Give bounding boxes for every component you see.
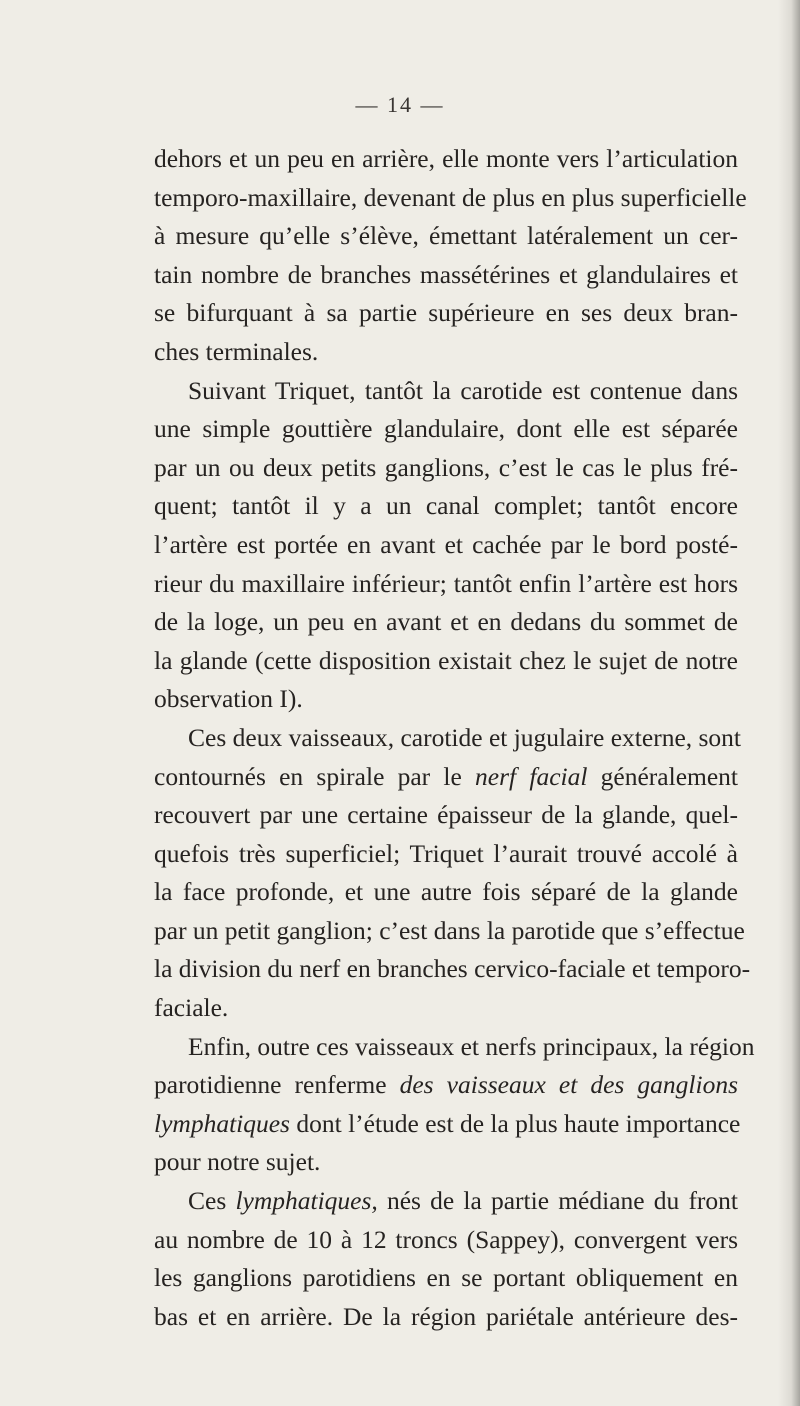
italic-text: lymphatiques — [154, 1108, 290, 1138]
paragraph — [154, 372, 738, 719]
italic-text: lymphatiques, — [235, 1186, 378, 1216]
text-run: dont l’étude est de la plus haute importance — [289, 1108, 741, 1138]
text-run: bas et en arrière. De la région pariétale antérieure des- — [154, 1301, 738, 1331]
text-run: nés de la partie médiane du front — [377, 1186, 739, 1216]
text-line — [154, 565, 738, 604]
text-line — [154, 410, 738, 449]
text-run: observation I). — [154, 684, 303, 714]
text-line — [154, 372, 738, 411]
text-line — [154, 642, 738, 681]
text-run: généralement — [587, 761, 739, 791]
text-run: la division du nerf en branches cervico-faciale et temporo- — [154, 954, 751, 984]
text-line — [154, 1066, 738, 1105]
text-run: Ces — [188, 1186, 236, 1216]
text-line — [154, 333, 738, 372]
text-line — [154, 217, 738, 256]
text-run: temporo-maxillaire, devenant de plus en plus superficielle — [154, 182, 747, 212]
text-line — [154, 719, 742, 758]
text-line — [154, 1028, 755, 1067]
italic-text: des vaisseaux et des ganglions — [399, 1070, 738, 1100]
text-run: pour notre sujet. — [154, 1147, 321, 1177]
text-line — [154, 1298, 738, 1337]
text-run: rieur du maxillaire inférieur; tantôt enfin l’artère est hors — [154, 568, 738, 598]
text-run: Enfin, outre ces vaisseaux et nerfs principaux, la région — [188, 1031, 755, 1061]
text-line — [154, 140, 738, 179]
paragraph — [154, 140, 747, 372]
paragraph — [154, 1028, 755, 1182]
text-run: au nombre de 10 à 12 troncs (Sappey), convergent vers — [154, 1224, 738, 1254]
text-line — [154, 758, 738, 797]
text-line — [154, 1182, 738, 1221]
text-run: à mesure qu’elle s’élève, émettant latéralement un cer- — [154, 221, 738, 251]
text-run: Ces deux vaisseaux, carotide et jugulaire externe, sont — [188, 722, 742, 752]
body-text — [154, 140, 755, 1336]
text-run: l’artère est portée en avant et cachée par le bord posté- — [154, 529, 738, 559]
italic-text: nerf facial — [475, 761, 588, 791]
text-run: dehors et un peu en arrière, elle monte vers l’articulation — [154, 144, 738, 173]
text-line — [154, 487, 738, 526]
text-run: Suivant Triquet, tantôt la carotide est contenue dans — [188, 375, 738, 405]
text-run: par un ou deux petits ganglions, c’est le cas le plus fré- — [154, 452, 738, 482]
text-line — [154, 912, 745, 951]
text-run: les ganglions parotidiens en se portant obliquement en — [154, 1263, 738, 1293]
text-line — [154, 294, 738, 333]
text-line — [154, 1105, 741, 1144]
text-run: tain nombre de branches massétérines et glandulaires et — [154, 259, 738, 289]
text-line — [154, 796, 738, 835]
text-line — [154, 989, 738, 1028]
text-run: par un petit ganglion; c’est dans la parotide que s’effectue — [154, 915, 745, 945]
text-line — [154, 950, 751, 989]
text-run: ches terminales. — [154, 336, 319, 366]
text-run: recouvert par une certaine épaisseur de la glande, quel- — [154, 800, 738, 830]
text-run: contournés en spirale par le — [154, 761, 476, 791]
text-run: une simple gouttière glandulaire, dont elle est séparée — [154, 414, 738, 444]
text-run: la glande (cette disposition existait chez le sujet de notre — [154, 645, 738, 675]
text-run: quent; tantôt il y a un canal complet; tantôt encore — [154, 491, 738, 521]
text-line — [154, 603, 738, 642]
text-line — [154, 1143, 738, 1182]
text-line — [154, 526, 738, 565]
text-run: de la loge, un peu en avant et en dedans du sommet de — [154, 607, 738, 637]
text-run: parotidienne renferme — [154, 1070, 400, 1100]
text-line — [154, 256, 738, 295]
text-line — [154, 179, 747, 218]
paragraph — [154, 719, 751, 1028]
text-run: faciale. — [154, 993, 229, 1023]
text-line — [154, 449, 738, 488]
text-line — [154, 835, 738, 874]
text-run: se bifurquant à sa partie supérieure en ses deux bran- — [154, 298, 738, 328]
text-line — [154, 680, 738, 719]
text-run: quefois très superficiel; Triquet l’aurait trouvé accolé à — [154, 838, 738, 868]
page-number: — 14 — — [355, 92, 445, 117]
text-line — [154, 873, 738, 912]
text-run: la face profonde, et une autre fois séparé de la glande — [154, 877, 738, 907]
paragraph — [154, 1182, 738, 1336]
page-edge-shadow — [778, 0, 800, 1406]
text-line — [154, 1259, 738, 1298]
text-line — [154, 1221, 738, 1260]
